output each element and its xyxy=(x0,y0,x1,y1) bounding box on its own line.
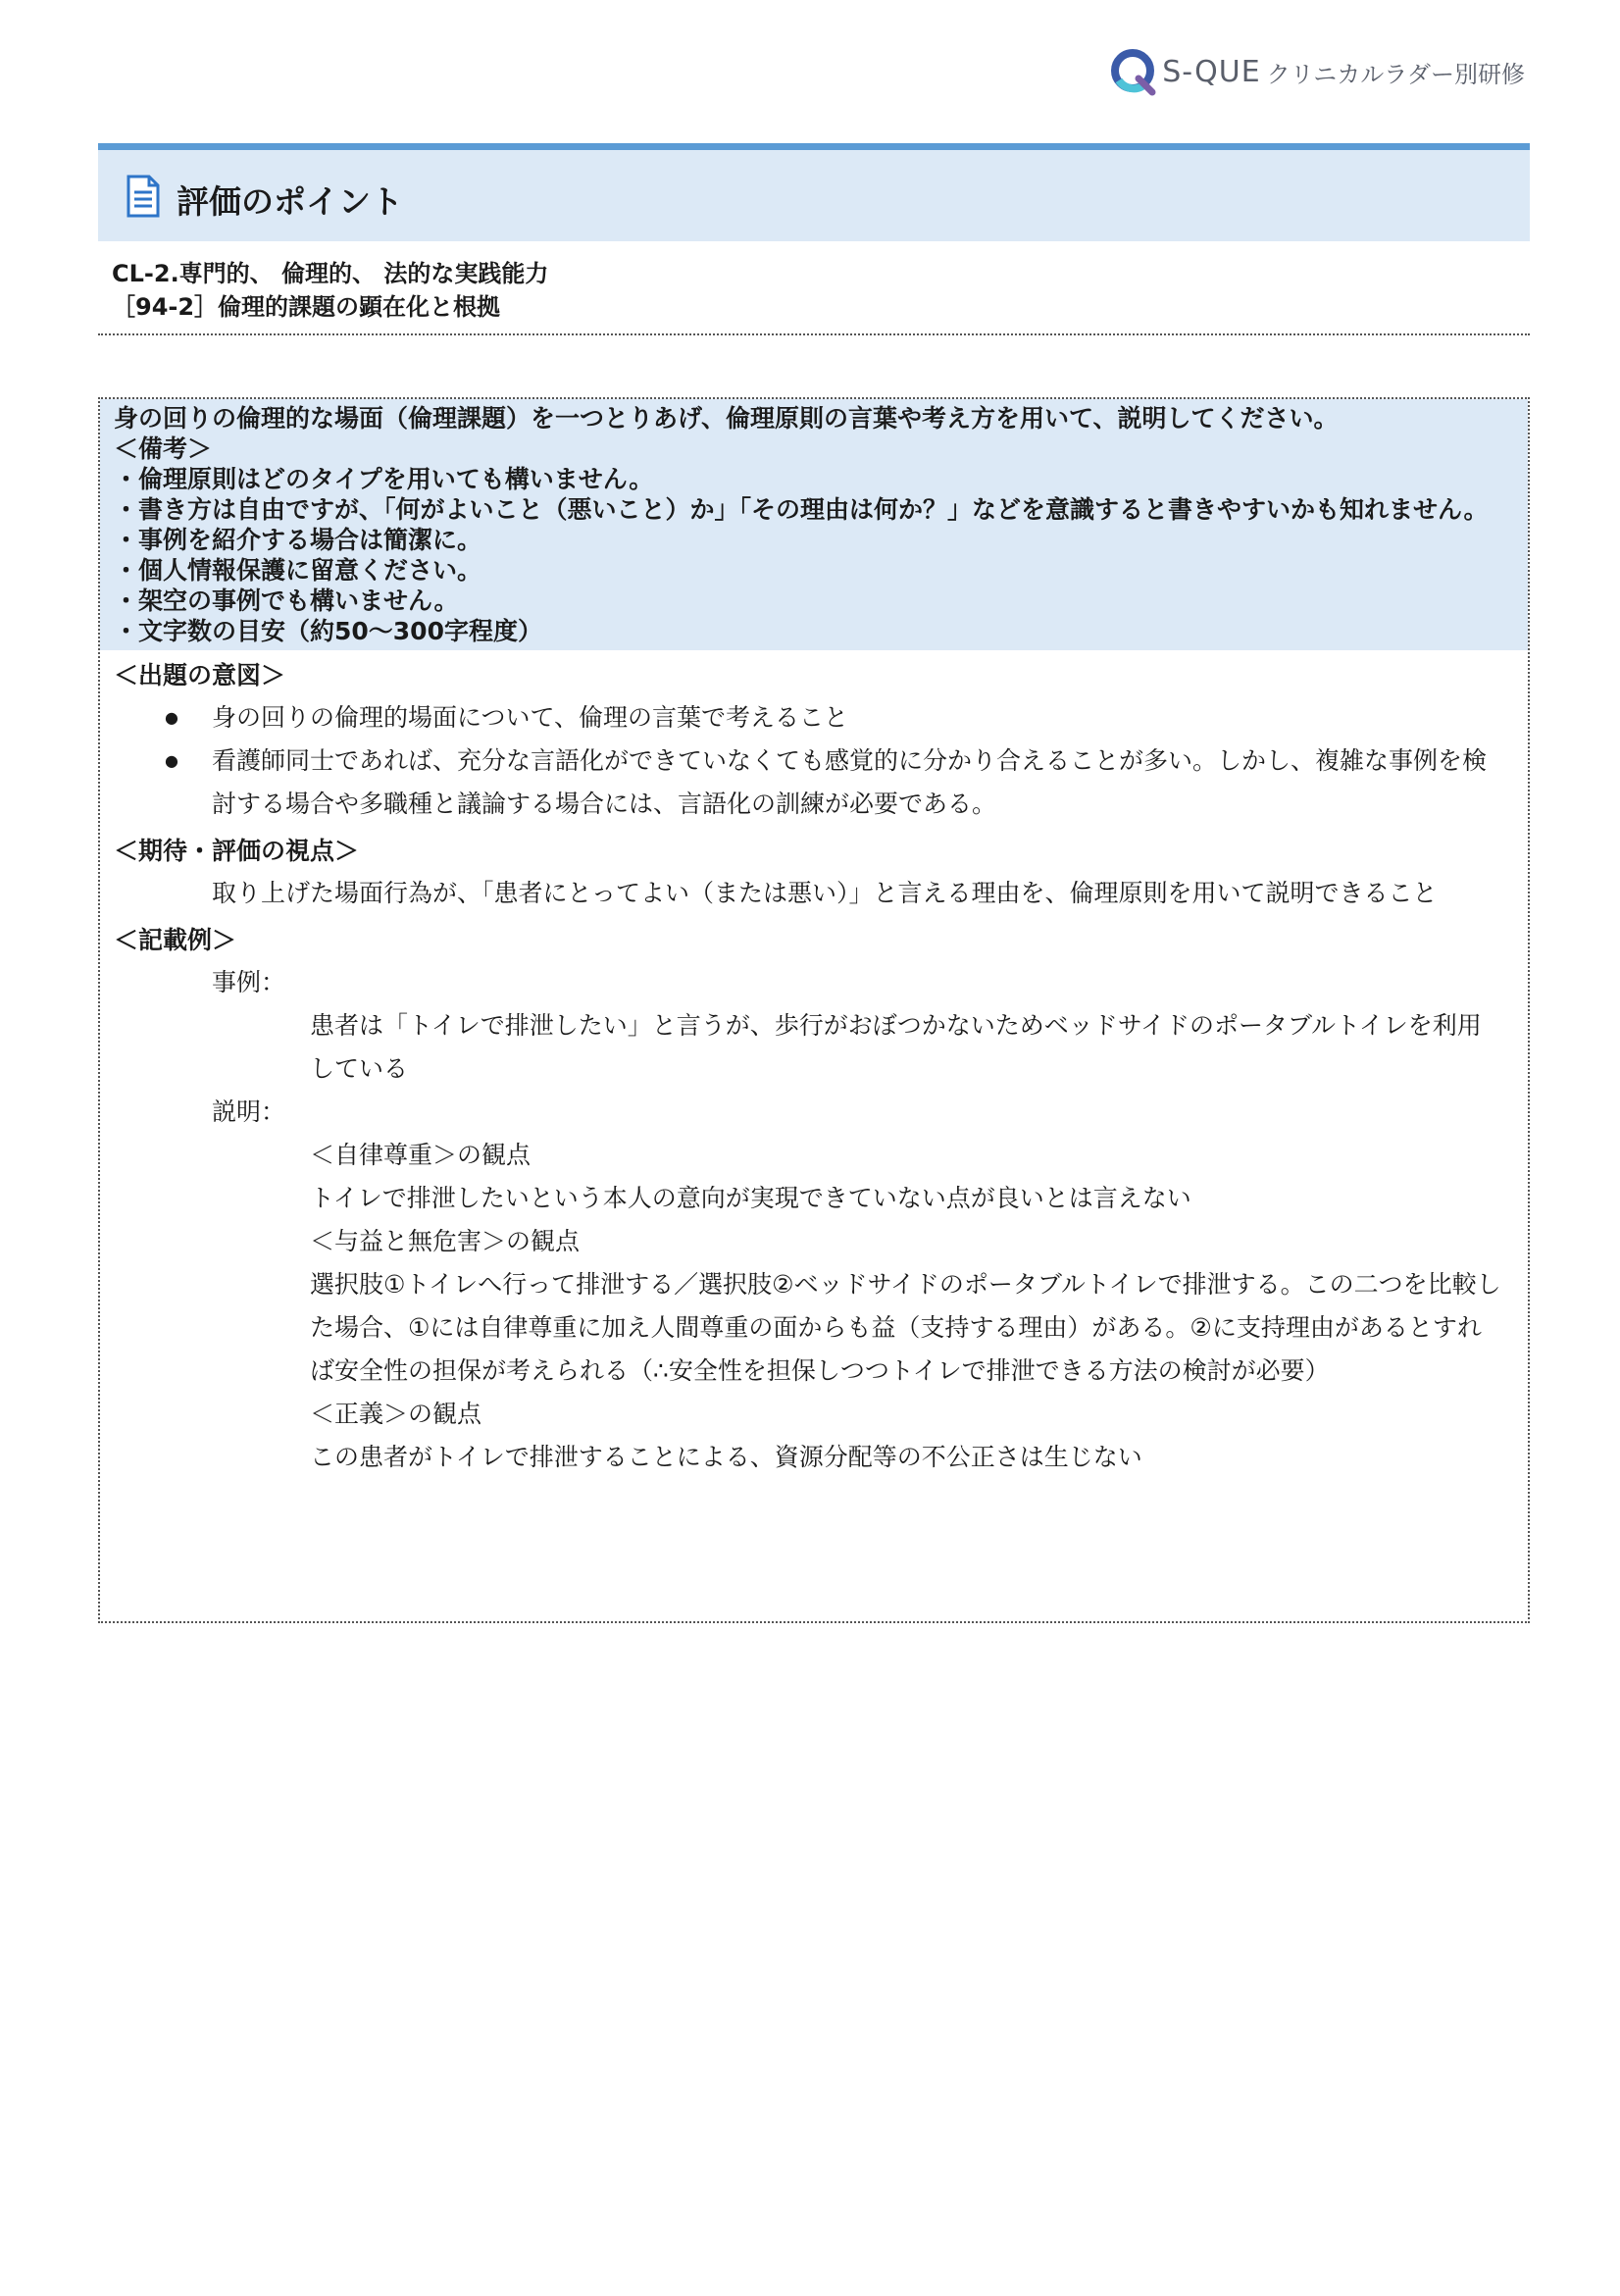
list-item: ● 身の回りの倫理的場面について、倫理の言葉で考えること xyxy=(114,696,1514,740)
note-item: ・事例を紹介する場合は簡潔に。 xyxy=(114,526,482,554)
prompt-block xyxy=(100,399,1528,650)
logo-subtitle: クリニカルラダー別研修 xyxy=(1266,60,1525,88)
competency-subtitle xyxy=(112,257,548,324)
note-item: ・倫理原則はどのタイプを用いても構いません。 xyxy=(114,465,654,493)
autonomy-title: ＜自律尊重＞の観点 xyxy=(310,1141,532,1169)
document-icon xyxy=(126,175,161,218)
topic-line: ［94-2］倫理的課題の顕在化と根拠 xyxy=(112,293,501,321)
logo-text: S-QUE xyxy=(1162,54,1261,89)
justice-text: この患者がトイレで排泄することによる、資源分配等の不公正さは生じない xyxy=(310,1443,1142,1471)
notes-title: ＜備考＞ xyxy=(114,434,213,463)
intent-title: ＜出題の意図＞ xyxy=(114,661,286,689)
autonomy-text: トイレで排泄したいという本人の意向が実現できていない点が良いとは言えない xyxy=(310,1184,1191,1212)
intent-section xyxy=(100,654,1528,1479)
beneficence-title: ＜与益と無危害＞の観点 xyxy=(310,1227,581,1255)
note-item: ・架空の事例でも構いません。 xyxy=(114,587,459,615)
list-item: ● 看護師同士であれば、充分な言語化ができていなくても感覚的に分かり合えることが多い。しかし、複雑な事例を検討する場合や多職種と議論する場合には、言語化の訓練が必要である。 xyxy=(114,740,1514,826)
note-item: ・個人情報保護に留意ください。 xyxy=(114,556,482,585)
note-item: ・書き方は自由ですが、「何がよいこと（悪いこと）か」「その理由は何か？」などを意識すると書きやすいかも知れません。 xyxy=(114,495,1489,524)
note-item: ・文字数の目安（約50～300字程度） xyxy=(114,617,542,645)
brand-logo xyxy=(1109,47,1525,96)
content-box xyxy=(98,397,1530,1623)
example-title: ＜記載例＞ xyxy=(114,926,237,954)
logo-q-icon xyxy=(1109,47,1158,96)
intent-list xyxy=(114,696,1514,826)
evaluation-text: 取り上げた場面行為が、「患者にとってよい（または悪い）」と言える理由を、倫理原則を用いて説明できること xyxy=(212,879,1438,907)
prompt-question: 身の回りの倫理的な場面（倫理課題）を一つとりあげ、倫理原則の言葉や考え方を用いて、説明してください。 xyxy=(114,404,1339,433)
explain-label: 説明： xyxy=(212,1097,286,1126)
justice-title: ＜正義＞の観点 xyxy=(310,1400,482,1428)
page-title: 評価のポイント xyxy=(177,182,403,221)
beneficence-text: 選択肢①トイレへ行って排泄する／選択肢②ベッドサイドのポータブルトイレで排泄する。この二つを比較した場合、①には自律尊重に加え人間尊重の面からも益（支持する理由）がある。②に支持理由があるとすれば安全性の担保が考えられる（∴安全性を担保しつつトイレで排泄できる方法の検討が必要） xyxy=(310,1270,1501,1385)
case-text: 患者は「トイレで排泄したい」と言うが、歩行がおぼつかないためベッドサイドのポータブルトイレを利用している xyxy=(310,1011,1482,1083)
evaluation-title: ＜期待・評価の視点＞ xyxy=(114,837,360,865)
case-label: 事例： xyxy=(212,968,286,996)
section-heading xyxy=(98,143,1530,241)
divider xyxy=(98,333,1530,335)
competency-line: CL-2.専門的、 倫理的、 法的な実践能力 xyxy=(112,260,549,287)
